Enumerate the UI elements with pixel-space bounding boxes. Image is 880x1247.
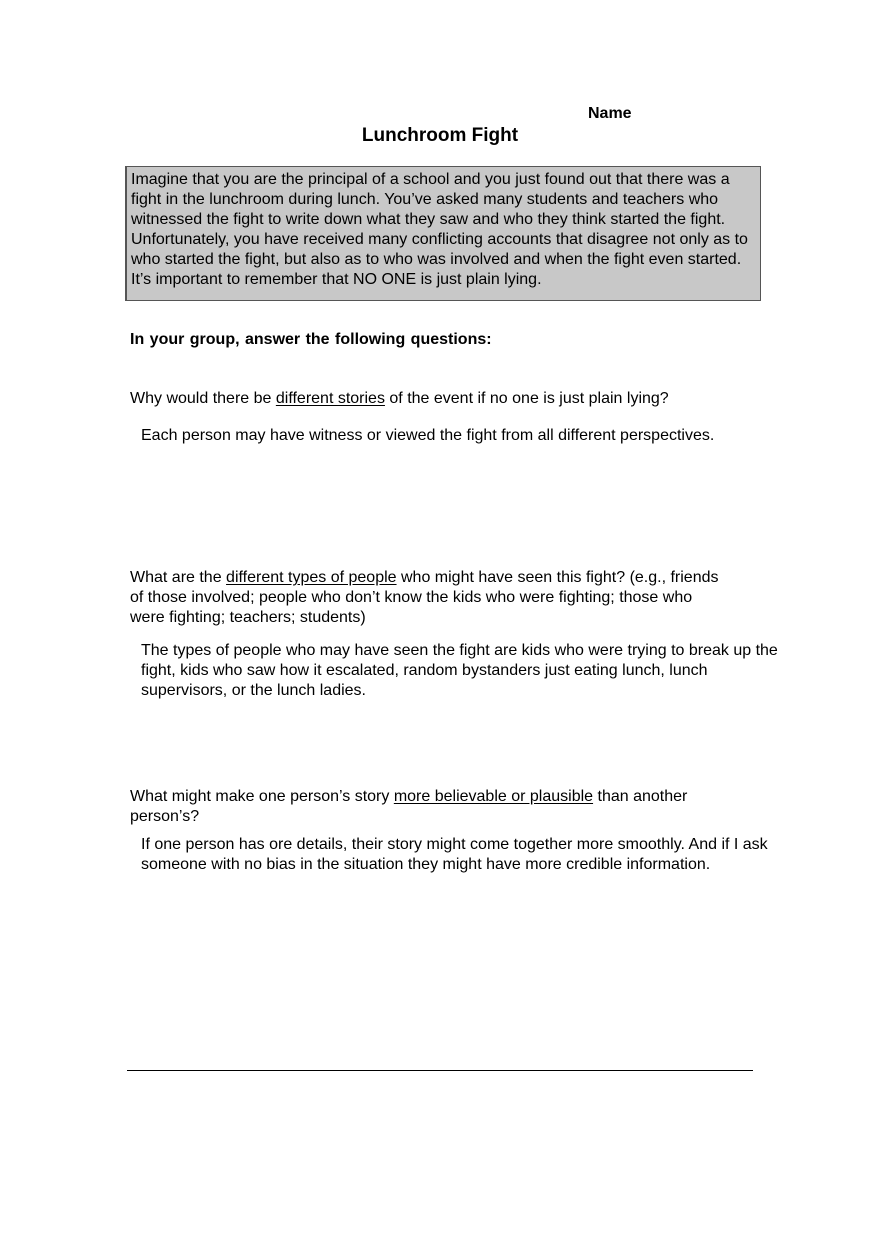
question-1-text-after: of the event if no one is just plain lying? (384, 390, 669, 407)
page-title: Lunchroom Fight (361, 125, 519, 146)
question-1-underlined: different stories (275, 390, 385, 407)
instructions-heading: In your group, answer the following questions: (130, 331, 492, 348)
question-2-text-after: who might have seen this fight? (e.g., friends of those involved; people who don’t know the kids who were fighting; those who were fighting; teachers; students) (130, 569, 719, 626)
name-label: Name (588, 105, 632, 122)
question-3-text-after: than another person’s? (130, 788, 688, 825)
answer-3: If one person has ore details, their story might come together more smoothly. And if I ask someone with no bias in the situation they might have more credible information. (141, 836, 768, 873)
question-3-text-before: What might make one person’s story (130, 788, 394, 805)
question-2-underlined: different types of people (226, 569, 397, 586)
intro-text: Imagine that you are the principal of a school and you just found out that there was a fight in the lunchroom during lunch. You’ve asked many students and teachers who witnessed the fight to write down what they saw and who they think started the fight. Unfortunately, you have received many conflicting accounts that disagree not only as to who started the fight, but also as to who was involved and when the fight even started. It’s important to remember that NO ONE is just plain lying. (131, 171, 748, 288)
intro-scenario-box (125, 166, 761, 301)
question-1-text-before: Why would there be (130, 390, 276, 407)
question-2 (130, 568, 725, 628)
question-3 (130, 787, 740, 827)
answer-2: The types of people who may have seen the fight are kids who were trying to break up the fight, kids who saw how it escalated, random bystanders just eating lunch, lunch supervisors, or the lunch ladies. (141, 642, 778, 699)
question-1 (130, 389, 740, 409)
answer-1: Each person may have witness or viewed the fight from all different perspectives. (141, 427, 715, 444)
bottom-divider (127, 1070, 753, 1071)
question-2-text-before: What are the (130, 569, 227, 586)
question-3-underlined: more believable or plausible (393, 788, 594, 805)
